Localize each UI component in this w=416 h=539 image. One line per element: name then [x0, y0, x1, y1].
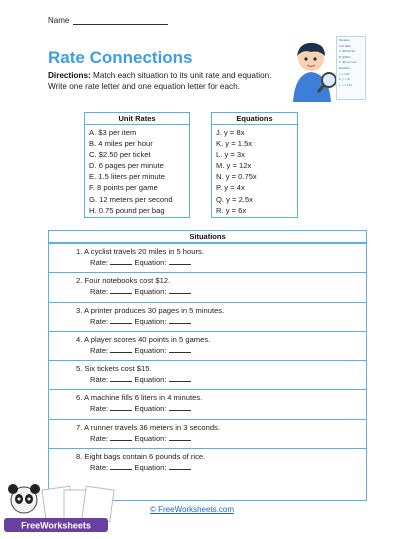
equation-label: Equation: — [134, 287, 167, 297]
rate-label: Rate: — [90, 316, 109, 326]
logo-text: FreeWorksheets — [21, 520, 91, 531]
directions-label: Directions: — [48, 71, 91, 80]
mini-line: Equation — [339, 65, 351, 70]
rate-label: Rate: — [90, 345, 109, 355]
rate-label: Rate: — [90, 375, 109, 385]
rate-blank[interactable] — [110, 286, 132, 294]
situation-number: 2. — [76, 276, 83, 286]
freeworksheets-logo — [0, 480, 140, 539]
equation-item: P. y = 4x — [216, 183, 245, 193]
name-field[interactable] — [48, 16, 168, 25]
situation-number: 7. — [76, 422, 83, 432]
equation-item: M. y = 12x — [216, 161, 252, 171]
situation-text: A printer produces 30 pages in 5 minutes. — [84, 305, 225, 315]
equation-label: Equation: — [134, 258, 167, 267]
mini-line: Unit Rate — [339, 43, 351, 48]
equation-label: Equation: — [134, 433, 167, 443]
situations-box — [48, 230, 367, 501]
rate-blank[interactable] — [110, 403, 132, 411]
rate-blank[interactable] — [110, 433, 132, 441]
situation-number: 5. — [76, 364, 83, 374]
equation-blank[interactable] — [169, 462, 191, 470]
equation-item: N. y = 0.75x — [216, 172, 257, 182]
rate-chart-illustration — [336, 36, 366, 100]
unit-rate-item: A. $3 per item — [89, 128, 137, 137]
directions — [48, 70, 276, 92]
situation-item — [49, 360, 366, 389]
unit-rates-heading: Unit Rates — [85, 113, 189, 125]
directions-text: Match each situation to its unit rate and equation. Write one rate letter and one equation letter for each. — [48, 71, 272, 91]
mini-line: A. $8.50/mile — [339, 49, 356, 54]
equation-label: Equation: — [134, 463, 167, 473]
situations-heading: Situations — [49, 231, 366, 243]
situation-number: 1. — [76, 247, 83, 256]
equation-blank[interactable] — [169, 286, 191, 294]
mini-line: Situation — [339, 38, 350, 42]
equation-label: Equation: — [134, 375, 167, 385]
situation-item — [49, 419, 366, 448]
mini-line: B. $4/liter — [339, 54, 351, 59]
situation-item — [49, 448, 366, 477]
unit-rate-item: F. 8 points per game — [89, 183, 158, 193]
rate-label: Rate: — [90, 463, 109, 473]
situation-number: 8. — [76, 452, 83, 462]
situation-number: 4. — [76, 334, 83, 344]
rate-label: Rate: — [90, 433, 109, 443]
equation-blank[interactable] — [169, 403, 191, 411]
equation-label: Equation: — [134, 345, 167, 355]
situation-number: 6. — [76, 393, 83, 403]
mini-line: L. y = 2.5x — [339, 82, 352, 87]
situation-text: A runner travels 36 meters in 3 seconds. — [84, 422, 220, 432]
situation-text: Eight bags contain 6 pounds of rice. — [84, 452, 206, 462]
rate-blank[interactable] — [110, 345, 132, 353]
mini-line: C. $5 per hour — [339, 60, 357, 65]
unit-rates-box — [84, 112, 190, 218]
footer-link[interactable]: © FreeWorksheets.com — [150, 505, 234, 514]
worksheet-title: Rate Connections — [48, 48, 193, 67]
mini-line: J. y = 8x — [339, 71, 350, 76]
rate-blank[interactable] — [110, 257, 132, 265]
equations-heading: Equations — [212, 113, 297, 125]
rate-label: Rate: — [90, 258, 109, 267]
situation-text: Four notebooks cost $12. — [84, 276, 171, 286]
situation-item — [49, 243, 366, 272]
situation-text: Six tickets cost $15. — [84, 364, 152, 374]
unit-rate-item: H. 0.75 pound per bag — [89, 205, 165, 215]
equation-item: J. y = 8x — [216, 128, 245, 137]
situation-item — [49, 389, 366, 418]
unit-rate-item: C. $2.50 per ticket — [89, 150, 151, 160]
name-blank-line[interactable] — [73, 16, 168, 25]
equations-box — [211, 112, 298, 218]
situation-item — [49, 302, 366, 331]
situation-text: A cyclist travels 20 miles in 5 hours. — [84, 247, 204, 256]
equation-blank[interactable] — [169, 345, 191, 353]
equation-item: R. y = 6x — [216, 205, 247, 215]
equation-blank[interactable] — [169, 257, 191, 265]
unit-rate-item: G. 12 meters per second — [89, 194, 173, 204]
equation-label: Equation: — [134, 404, 167, 414]
unit-rate-item: B. 4 miles per hour — [89, 139, 153, 149]
rate-blank[interactable] — [110, 462, 132, 470]
name-label: Name — [48, 16, 70, 25]
situation-number: 3. — [76, 305, 83, 315]
equation-item: L. y = 3x — [216, 150, 245, 160]
equation-item: Q. y = 2.5x — [216, 194, 253, 204]
unit-rate-item: D. 6 pages per minute — [89, 161, 164, 171]
mini-line: K. y = 4x — [339, 77, 350, 82]
rate-blank[interactable] — [110, 316, 132, 324]
equation-blank[interactable] — [169, 316, 191, 324]
equation-item: K. y = 1.5x — [216, 139, 253, 149]
situation-item — [49, 331, 366, 360]
situation-text: A machine fills 6 liters in 4 minutes. — [84, 393, 203, 403]
equation-blank[interactable] — [169, 374, 191, 382]
equation-label: Equation: — [134, 316, 167, 326]
situation-text: A player scores 40 points in 5 games. — [84, 334, 211, 344]
situation-item — [49, 272, 366, 301]
unit-rate-item: E. 1.5 liters per minute — [89, 172, 165, 182]
rate-label: Rate: — [90, 404, 109, 414]
rate-blank[interactable] — [110, 374, 132, 382]
rate-label: Rate: — [90, 287, 109, 297]
equation-blank[interactable] — [169, 433, 191, 441]
